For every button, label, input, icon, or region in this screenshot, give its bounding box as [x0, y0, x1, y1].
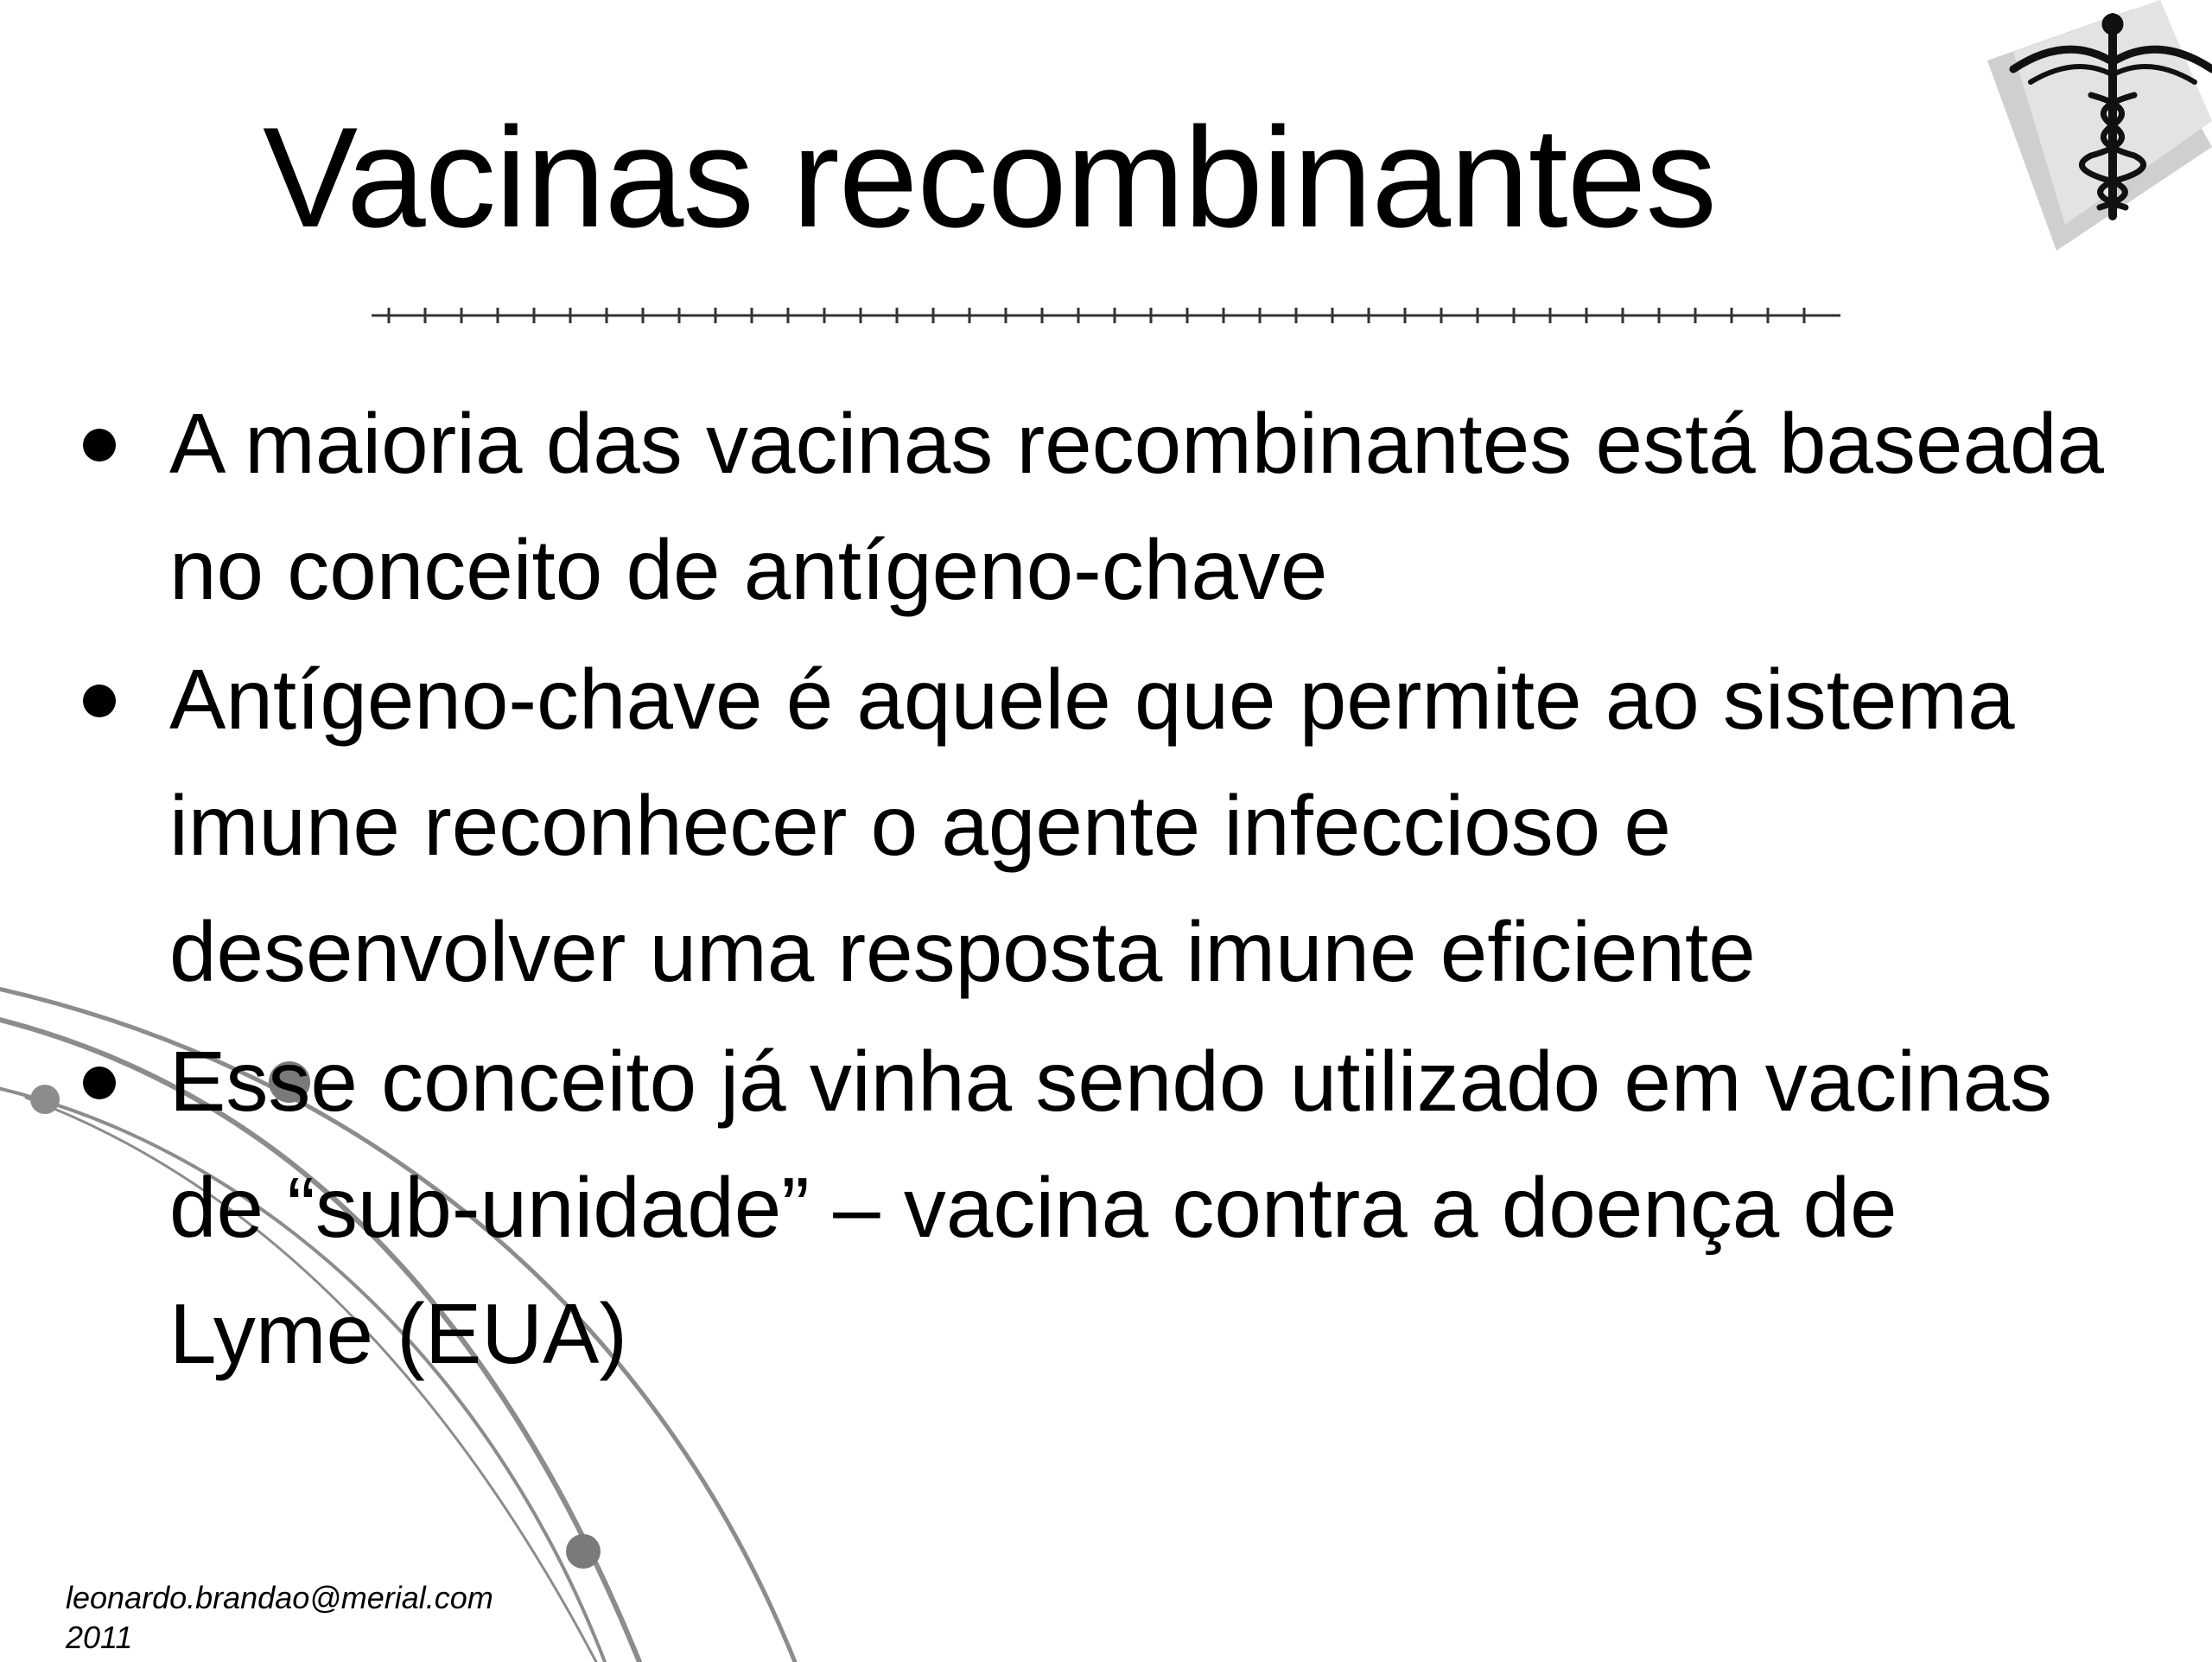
bullet-line: Esse conceito já vinha sendo utilizado em vacinas: [169, 1034, 2053, 1129]
bullet-item: [0, 636, 2212, 1015]
bullet-icon: [83, 429, 116, 462]
bullet-line: imune reconhecer o agente infeccioso e: [169, 778, 1671, 873]
bullet-item: [0, 380, 2212, 633]
bullet-line: no conceito de antígeno-chave: [169, 522, 1328, 617]
bullet-icon: [83, 1067, 116, 1099]
footer-year: 2011: [66, 1620, 133, 1655]
bullet-icon: [83, 685, 116, 717]
bullet-line: Antígeno-chave é aquele que permite ao sistema: [169, 652, 2015, 747]
bullet-line: A maioria das vacinas recombinantes está baseada: [169, 396, 2104, 491]
bullet-item: [0, 1018, 2212, 1397]
bullet-line: desenvolver uma resposta imune eficiente: [169, 904, 1756, 999]
footer: [66, 1578, 493, 1658]
title-divider: [372, 298, 1840, 333]
bullet-list: [0, 380, 2212, 1400]
bullet-line: de “sub-unidade” – vacina contra a doença de: [169, 1160, 1897, 1255]
bullet-line: Lyme (EUA): [169, 1286, 628, 1381]
footer-email: leonardo.brandao@merial.com: [66, 1580, 493, 1615]
slide-title: Vacinas recombinantes: [263, 98, 1716, 257]
